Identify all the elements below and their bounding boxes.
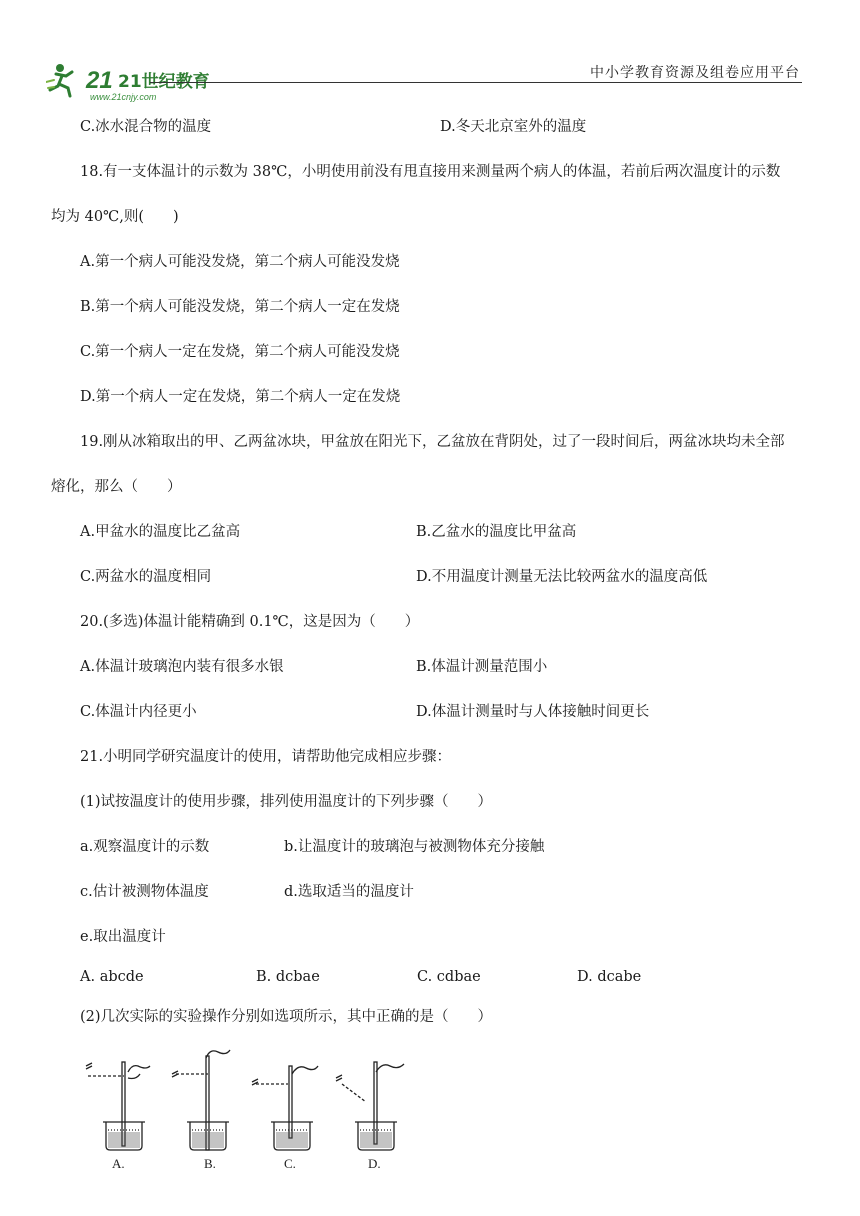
q19-option-d: D.不用温度计测量无法比较两盆水的温度高低 [416,569,708,585]
q21-part1: (1)试按温度计的使用步骤，排列使用温度计的下列步骤（ ） [80,794,493,810]
q21-option-c: C. cdbae [417,969,481,985]
q19-option-b: B.乙盆水的温度比甲盆高 [416,524,577,540]
svg-text:21世纪教育: 21世纪教育 [118,72,210,92]
q18-stem-line1: 18.有一支体温计的示数为 38℃，小明使用前没有甩直接用来测量两个病人的体温，若前后两次温度计的示数 [80,164,781,180]
q21-option-b: B. dcbae [256,969,320,985]
q21-step-e: e.取出温度计 [80,929,166,945]
svg-text:www.21cnjy.com: www.21cnjy.com [90,92,157,102]
q20-option-b: B.体温计测量范围小 [416,659,548,675]
page-header [0,0,860,110]
q21-stem: 21.小明同学研究温度计的使用，请帮助他完成相应步骤： [80,749,452,765]
q20-option-d: D.体温计测量时与人体接触时间更长 [416,704,650,720]
q18-option-d: D.第一个病人一定在发烧，第二个病人一定在发烧 [80,389,401,405]
q20-option-a: A.体温计玻璃泡内装有很多水银 [80,659,284,675]
q17-option-c: C.冰水混合物的温度 [80,119,212,135]
q19-option-c: C.两盆水的温度相同 [80,569,212,585]
q19-option-a: A.甲盆水的温度比乙盆高 [80,524,241,540]
q18-option-c: C.第一个病人一定在发烧，第二个病人可能没发烧 [80,344,400,360]
q21-option-d: D. dcabe [577,969,642,985]
runner-icon [46,64,72,96]
figure-label-d: D. [368,1156,381,1171]
header-divider [150,82,802,83]
q21-part2: (2)几次实际的实验操作分别如选项所示，其中正确的是（ ） [80,1009,493,1025]
q18-option-a: A.第一个病人可能没发烧，第二个病人可能没发烧 [80,254,400,270]
figure-label-a: A. [112,1156,125,1171]
figure-label-b: B. [204,1156,216,1171]
q18-option-b: B.第一个病人可能没发烧，第二个病人一定在发烧 [80,299,400,315]
q19-stem-line2: 熔化，那么（ ） [51,479,182,495]
q18-stem-line2: 均为 40℃,则( ) [51,209,179,225]
q21-option-a: A. abcde [80,969,144,985]
q21-step-a: a.观察温度计的示数 [80,839,210,855]
q21-step-b: b.让温度计的玻璃泡与被测物体充分接触 [284,839,545,855]
q20-stem: 20.(多选)体温计能精确到 0.1℃，这是因为（ ） [80,614,420,630]
thermometer-operations-figure [80,1044,420,1172]
q19-stem-line1: 19.刚从冰箱取出的甲、乙两盆冰块，甲盆放在阳光下，乙盆放在背阴处，过了一段时间后，两盆冰块均未全部 [80,434,785,450]
figure-label-c: C. [284,1156,296,1171]
q21-step-c: c.估计被测物体温度 [80,884,209,900]
svg-text:21: 21 [86,67,113,94]
platform-name: 中小学教育资源及组卷应用平台 [590,65,800,81]
q20-option-c: C.体温计内径更小 [80,704,197,720]
q21-step-d: d.选取适当的温度计 [284,884,414,900]
q17-option-d: D.冬天北京室外的温度 [440,119,587,135]
